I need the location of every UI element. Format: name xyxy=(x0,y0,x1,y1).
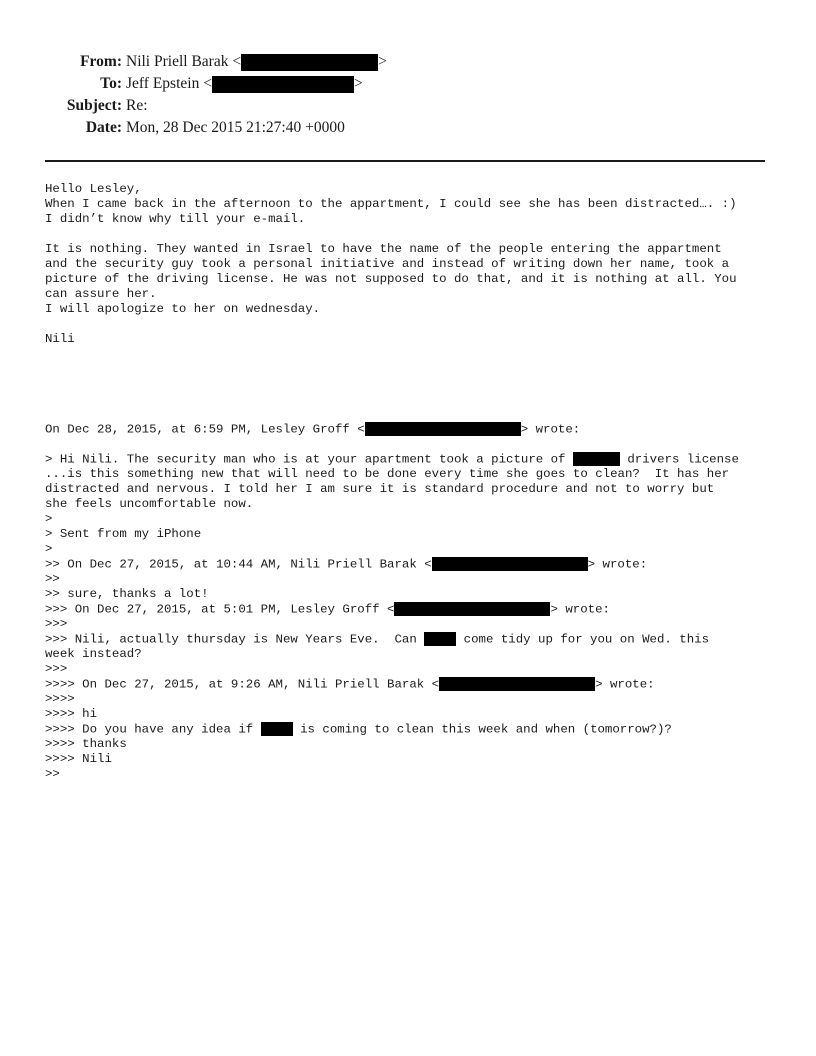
quote-line xyxy=(45,452,785,467)
quote-line: >>>> xyxy=(45,692,75,706)
to-row xyxy=(0,74,363,94)
signature: Nili xyxy=(45,332,75,346)
body-line: When I came back in the afternoon to the appartment, I could see she has been distracted…. :) xyxy=(45,197,737,211)
quote-text: >>> Nili, actually thursday is New Years Eve. Can xyxy=(45,632,425,647)
quote-line: >>>> hi xyxy=(45,707,98,721)
quote-line: distracted and nervous. I told her I am sure it is standard procedure and not to worry but xyxy=(45,482,715,496)
body-line: It is nothing. They wanted in Israel to have the name of the people entering the appartment xyxy=(45,242,722,256)
redaction-box xyxy=(424,632,456,646)
quote-text: >> On Dec 27, 2015, at 10:44 AM, Nili Priell Barak < xyxy=(45,557,432,572)
quote-text: come tidy up for you on Wed. this xyxy=(456,632,710,647)
body-line: I didn’t know why till your e-mail. xyxy=(45,212,306,226)
blank-line xyxy=(45,437,785,452)
redaction-box xyxy=(573,452,620,466)
quote-line: week instead? xyxy=(45,647,142,661)
quote-text: > wrote: xyxy=(520,422,581,437)
quote-line: ...is this something new that will need to be done every time she goes to clean? It has her xyxy=(45,467,730,481)
date-label: Date: xyxy=(85,119,122,136)
quote-line: >>>> thanks xyxy=(45,737,127,751)
quote-line: >>>> Nili xyxy=(45,752,112,766)
quote-line: > xyxy=(45,512,53,526)
subject-label: Subject: xyxy=(66,97,122,114)
header-divider xyxy=(45,160,765,162)
quote-text: >>>> Do you have any idea if xyxy=(45,722,261,737)
quote-text: > wrote: xyxy=(550,602,610,617)
redaction-box xyxy=(261,722,293,736)
from-name: Nili Priell Barak < xyxy=(126,53,242,70)
blank-line xyxy=(45,377,785,392)
blank-line xyxy=(45,362,785,377)
quote-line: >> sure, thanks a lot! xyxy=(45,587,209,601)
quote-text: drivers license xyxy=(619,452,739,467)
email-body xyxy=(45,182,785,782)
to-label: To: xyxy=(100,75,122,92)
blank-line xyxy=(45,317,785,332)
quote-line: >> xyxy=(45,767,60,781)
body-line: can assure her. xyxy=(45,287,157,301)
quote-text: > wrote: xyxy=(587,557,648,572)
from-value xyxy=(126,52,387,72)
redaction-box xyxy=(432,557,588,571)
body-line: Hello Lesley, xyxy=(45,182,142,196)
blank-line xyxy=(45,392,785,407)
from-label: From: xyxy=(80,53,122,70)
to-name: Jeff Epstein < xyxy=(126,75,212,92)
quote-header xyxy=(45,422,785,437)
to-close: > xyxy=(353,75,363,92)
quote-header xyxy=(45,557,785,572)
body-line: and the security guy took a personal initiative and instead of writing down her name, took a xyxy=(45,257,730,271)
from-row xyxy=(0,52,387,72)
quote-line: >>> xyxy=(45,617,68,631)
quote-text: >>>> On Dec 27, 2015, at 9:26 AM, Nili Priell Barak < xyxy=(45,677,440,692)
quote-text: > wrote: xyxy=(595,677,655,692)
blank-line xyxy=(45,407,785,422)
from-close: > xyxy=(378,53,387,70)
quote-line xyxy=(45,722,785,737)
quote-header xyxy=(45,602,785,617)
subject-value: Re: xyxy=(126,97,148,114)
blank-line xyxy=(45,347,785,362)
quote-line: > xyxy=(45,542,53,556)
quote-line xyxy=(45,632,785,647)
date-value: Mon, 28 Dec 2015 21:27:40 +0000 xyxy=(126,119,345,136)
quote-header xyxy=(45,677,785,692)
quote-line: >>> xyxy=(45,662,68,676)
redaction-box xyxy=(365,422,521,436)
body-line: picture of the driving license. He was not supposed to do that, and it is nothing at all. You xyxy=(45,272,737,286)
redaction-box xyxy=(212,76,354,93)
blank-line xyxy=(45,227,785,242)
date-row xyxy=(0,118,345,138)
body-line: I will apologize to her on wednesday. xyxy=(45,302,321,316)
redaction-box xyxy=(241,54,378,71)
quote-text: >>> On Dec 27, 2015, at 5:01 PM, Lesley Groff < xyxy=(45,602,395,617)
quote-line: >> xyxy=(45,572,60,586)
quote-text: > Hi Nili. The security man who is at your apartment took a picture of xyxy=(45,452,573,467)
to-value xyxy=(126,74,363,94)
redaction-box xyxy=(439,677,595,691)
quote-text: is coming to clean this week and when (tomorrow?)? xyxy=(292,722,672,737)
subject-row xyxy=(0,96,148,116)
quote-line: she feels uncomfortable now. xyxy=(45,497,254,511)
quote-line: > Sent from my iPhone xyxy=(45,527,202,541)
quote-text: On Dec 28, 2015, at 6:59 PM, Lesley Groff < xyxy=(45,422,365,437)
redaction-box xyxy=(394,602,550,616)
